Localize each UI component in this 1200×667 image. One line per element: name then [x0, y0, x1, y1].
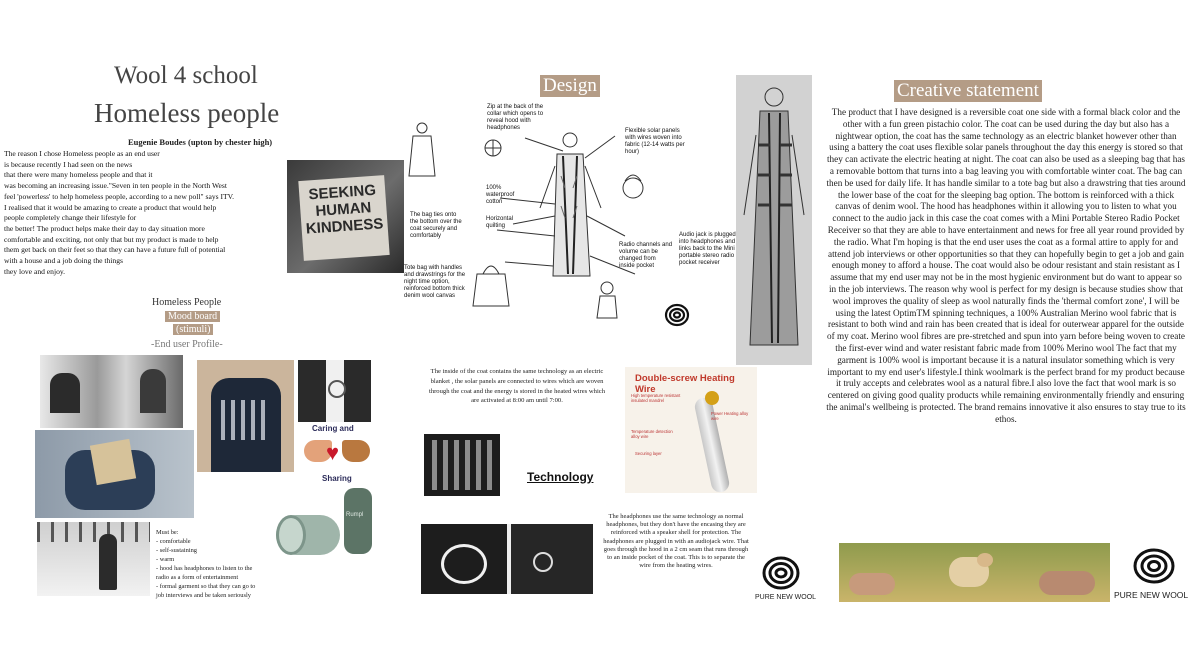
- woolmark-icon: [664, 303, 690, 327]
- note-solar: Flexible solar panels with wires woven into fabric (12-14 watts per hour): [625, 128, 685, 155]
- woolmark-logo-statement: [1114, 546, 1198, 600]
- sharing-label: Sharing: [322, 474, 352, 483]
- sheep-photo: [839, 543, 1110, 602]
- mood-title: Homeless People: [152, 297, 222, 308]
- author-line: Eugenie Boudes (upton by chester high): [128, 137, 273, 147]
- intro-paragraph: The reason I chose Homeless people as an end user is because recently I had seen on the news that there were many homeless people and that it was becoming an increasing issue."Seven in ten people in the North West feel 'powerless' to help homeless people, according to a new poll" says ITV. I realised that it would be amazing to create a product that would help people completely change their lifestyle for the better! The product helps make their day to day situation more comfortable and exciting, not only that but my product is made to help them get back on their feet so that they can have a future full of potential with a house and a job doing the things they love and enjoy.: [4, 149, 235, 276]
- wire-label-0: High temperature resistant insulated mandrel: [631, 393, 681, 403]
- coat-panel-photo: [424, 434, 500, 496]
- note-radio: Radio channels and volume can be changed from inside pocket: [619, 242, 673, 269]
- headphones-text: The headphones use the same technology as normal headphones, but they don't have the encasing they are reinforced with a speaker shell for protection. The headphones are plugged in with an audiojack wire. That goes through the hood in a 2 cm seam that runs through to an inside pocket of the coat. This is to separate the wire from the heating wires.: [603, 513, 749, 570]
- note-bag-ties: The bag ties onto the bottom over the coat securely and comfortably: [410, 212, 462, 239]
- mood-board-label: Mood board: [165, 311, 220, 322]
- wire-label-1: Power Heating alloy wire: [711, 411, 749, 421]
- note-zip: Zip at the back of the collar which opens to reveal hood with headphones: [487, 104, 544, 131]
- must-be-list: Must be: - comfortable - self-sustaining - warm - hood has headphones to listen to the radio as a form of entertainment - formal garment so that they can go to job interviews and be taken seriously: [156, 529, 256, 599]
- woolmark-label-statement: PURE NEW WOOL: [1114, 590, 1189, 600]
- end-user-profile: -End user Profile-: [151, 339, 223, 350]
- office-photo: [40, 355, 183, 428]
- bag-brand: Rumpl: [346, 512, 364, 518]
- woolmark-label-tech: PURE NEW WOOL: [755, 594, 817, 601]
- woolmark-logo-tech: [755, 554, 817, 601]
- seeking-kindness-photo: [287, 160, 404, 273]
- note-tote: Tote bag with handles and drawstrings for the night time option, reinforced bottom thick denim wool canvas: [404, 265, 466, 299]
- wire-label-2: Temperature detection alloy wire: [631, 429, 673, 439]
- headphones-photo: [421, 524, 593, 594]
- design-heading: Design: [540, 75, 600, 97]
- note-cotton: 100% waterproof cotton: [486, 185, 515, 205]
- technology-heading: Technology: [527, 470, 594, 484]
- wire-title: Double-screw Heating Wire: [635, 373, 735, 395]
- coat-closeup-photo: [298, 360, 371, 422]
- note-quilting: Horizontal quilting: [486, 216, 514, 229]
- hands-house-photo: [35, 430, 194, 518]
- page-title-line2: Homeless people: [94, 98, 280, 128]
- caring-label: Caring and: [312, 424, 354, 433]
- statement-text: The product that I have designed is a reversible coat one side with a formal black color and the other with a fun green pistachio color. The coat can be used during the day but also has a nightwear option, the coat has the same technology as an electric blanket however other than using a battery the coat uses flexible solar panels throughout the day this energy is stored so that they can activate the electric heating at night. The coat can also be used as a sleeping bag that has a removable bottom that turns into a bag leaving you with comfortable winter coat. The bag can then be used for daily life. It has handle similar to a tote bag but also a drawstring that ties around the lower base of the coat for the sleeping bag option. The bottom is reinforced with a thick canvas of denim wool. The hood has headphones within it allowing you to listen to what you connect to the audio jack in this case the coat comes with a Mini Portable Stereo Radio Pocket Receiver so that they are able to have entertainment and news for free all year round provided by the radio. What I'm hoping is that the end user uses the coat as a formal attire to apply for and attend job interviews or other opportunities so that they can hopefully begin to get a job and gain enough money to afford a house. The coat would also be odour resistant and stain resistant as I assume that my end user may not be in the most hygienic environment but do want to appear so in the job interviews. The reason why wool is perfect for my design is because studies show that wool improves the quality of sleep as wool naturally finds the 'thermal comfort zone', I will be using the latest OptimTM spinning techniques, a 100% Australian Merino wool fabric that is resistant to both wind and rain has been created that is ideal for outerwear apparel for the outside of my coat. Merino wool fibres are pre-stretched and spun into yarn before being woven to create the first-ever wind and water resistant fabric made from 100% Merino wool The fact that my garment is 100% wool is important because it is a natural insulator something which is very important to my end user's lifestyle.I think woolmark is the perfect brand for my product because it truly accepts and celebrates wool as a natural fibre.I also love the fact that wool mark is so centered on giving good quality products while remaining environmentally friendly and ensuring the animal's wellbeing is protected. The brand remains innovative it also ensures to stay true to its ethos.: [826, 107, 1186, 424]
- heart-icon: ♥: [326, 440, 340, 465]
- mood-stimuli-label: (stimuli): [173, 324, 213, 335]
- coat-illustration: [736, 75, 812, 365]
- inside-coat-text: The inside of the coat contains the same technology as an electric blanket , the solar panels are connected to wires which are woven through the coat and the energy is stored in the heated wires which are activated at 8:00 am until 7:00.: [428, 368, 606, 405]
- note-audio: Audio jack is plugged into headphones and links back to the Mini portable stereo radio pocket receiver: [679, 232, 736, 266]
- statement-heading: Creative statement: [894, 80, 1042, 102]
- page-title-line1: Wool 4 school: [114, 62, 258, 89]
- knit-sweater-photo: [197, 360, 294, 472]
- rolled-blanket-photo: [272, 505, 346, 565]
- wire-label-3: Securing layer: [635, 451, 662, 456]
- sign-text: SEEKING HUMAN KINDNESS: [298, 175, 389, 261]
- heating-wire-graphic: [625, 367, 757, 493]
- snow-photo: [37, 522, 150, 596]
- stuff-sack-photo: [340, 482, 376, 558]
- hand-right-icon: [342, 440, 370, 462]
